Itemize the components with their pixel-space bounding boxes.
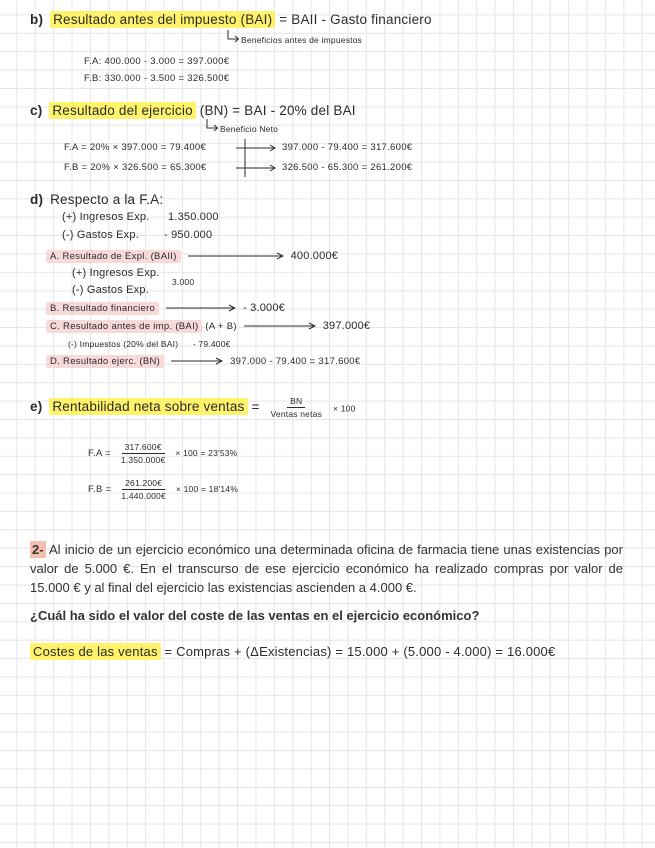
exercise-2-question: ¿Cuál ha sido el valor del coste de las ventas en el ejercicio económico? bbox=[30, 608, 480, 623]
exercise-2-answer bbox=[30, 644, 555, 660]
section-e-row-fa-label: F.A = bbox=[88, 448, 111, 460]
gastos-exp-row bbox=[62, 229, 212, 242]
section-e-row-fa-result: × 100 = 23'53% bbox=[175, 448, 238, 459]
section-c-note: Beneficio Neto bbox=[220, 124, 279, 134]
section-e-row-fa-numerator: 317.600€ bbox=[122, 442, 165, 454]
result-d-value: 397.000 - 79.400 = 317.600€ bbox=[230, 356, 361, 367]
corner-arrow-icon bbox=[204, 119, 219, 132]
section-e-row-fb bbox=[88, 478, 238, 501]
section-e-label: e) bbox=[30, 399, 43, 415]
section-b-label: b) bbox=[30, 12, 44, 27]
gastos-fin-row: (-) Gastos Exp. bbox=[72, 284, 149, 296]
ingresos-fin-row: (+) Ingresos Exp. bbox=[72, 267, 160, 279]
section-b-title bbox=[30, 12, 432, 28]
gastos-exp-label: (-) Gastos Exp. bbox=[62, 229, 139, 241]
arrow-right-icon bbox=[188, 252, 284, 260]
gastos-fin-value: 3.000 bbox=[172, 277, 195, 287]
result-b-label: B. Resultado financiero bbox=[46, 302, 159, 315]
section-e-row-fa bbox=[88, 442, 237, 465]
section-e-row-fa-fraction bbox=[118, 442, 169, 465]
result-d-label: D. Resultado ejerc. (BN) bbox=[46, 355, 164, 368]
result-c-value: 397.000€ bbox=[322, 320, 371, 332]
exercise-2-statement bbox=[30, 540, 623, 597]
section-b-formula: = BAII - Gasto financiero bbox=[279, 12, 432, 27]
gastos-exp-value: - 950.000 bbox=[164, 229, 213, 241]
arrow-right-icon bbox=[171, 357, 223, 365]
cross-arrows-icon bbox=[236, 139, 278, 177]
arrow-right-icon bbox=[166, 304, 236, 312]
result-c-row bbox=[46, 320, 370, 333]
exercise-2-number: 2- bbox=[32, 542, 44, 557]
section-c-row-fa-right: 397.000 - 79.400 = 317.600€ bbox=[282, 142, 413, 153]
ratio-multiplier: × 100 bbox=[333, 403, 356, 414]
section-e-heading: Rentabilidad neta sobre ventas bbox=[49, 398, 247, 415]
section-d-title bbox=[30, 192, 163, 208]
section-e-row-fb-numerator: 261.200€ bbox=[122, 478, 165, 490]
exercise-2-answer-formula: = Compras + (ΔExistencias) = 15.000 + (5.000 - 4.000) = 16.000€ bbox=[164, 644, 556, 659]
section-e-equals: = bbox=[251, 399, 260, 415]
ratio-fraction bbox=[268, 396, 326, 419]
section-c-label: c) bbox=[30, 103, 43, 118]
ingresos-exp-row bbox=[62, 211, 219, 224]
section-e-row-fa-denominator: 1.350.000€ bbox=[120, 455, 166, 466]
section-e-title bbox=[30, 396, 356, 419]
result-c-extra: (A + B) bbox=[205, 321, 237, 332]
ingresos-exp-value: 1.350.000 bbox=[168, 211, 219, 223]
section-e-row-fb-label: F.B = bbox=[88, 484, 112, 496]
section-c-formula: (BN) = BAI - 20% del BAI bbox=[199, 103, 356, 118]
section-b-note: Beneficios antes de impuestos bbox=[241, 35, 363, 45]
section-c-row-fb-left: F.B = 20% × 326.500 = 65.300€ bbox=[64, 162, 207, 173]
section-c-title bbox=[30, 103, 356, 119]
impuestos-value: - 79.400€ bbox=[192, 339, 231, 349]
section-d-label: d) bbox=[30, 192, 44, 207]
section-e-row-fb-fraction bbox=[118, 478, 169, 501]
result-a-label: A. Resultado de Expl. (BAII) bbox=[46, 250, 181, 263]
result-b-row bbox=[46, 302, 285, 315]
section-c-row-fa-left: F.A = 20% × 397.000 = 79.400€ bbox=[64, 142, 207, 153]
result-c-label: C. Resultado antes de imp. (BAI) bbox=[46, 320, 202, 333]
ingresos-exp-label: (+) Ingresos Exp. bbox=[62, 211, 150, 223]
section-b-row-fb: F.B: 330.000 - 3.500 = 326.500€ bbox=[84, 73, 230, 84]
exercise-2-text: Al inicio de un ejercicio económico una determinada oficina de farmacia tiene unas existencias por valor de 5.000 €. En el transcurso de ese ejercicio económico ha realizado compras por valor de 15.000 € y al final del ejercicio las existencias ascienden a 4.000 €. bbox=[30, 542, 623, 595]
result-a-row bbox=[46, 250, 338, 263]
exercise-2-answer-heading: Costes de las ventas bbox=[30, 643, 161, 660]
result-b-value: - 3.000€ bbox=[243, 302, 285, 314]
impuestos-row bbox=[68, 339, 231, 349]
section-e-row-fb-result: × 100 = 18'14% bbox=[175, 484, 238, 495]
section-b-heading: Resultado antes del impuesto (BAI) bbox=[50, 11, 275, 28]
section-d-heading: Respecto a la F.A: bbox=[50, 192, 164, 207]
ratio-denominator: Ventas netas bbox=[270, 409, 323, 420]
section-b-row-fa: F.A: 400.000 - 3.000 = 397.000€ bbox=[84, 56, 230, 67]
arrow-right-icon bbox=[244, 322, 316, 330]
section-c-heading: Resultado del ejercicio bbox=[49, 102, 195, 119]
section-e-row-fb-denominator: 1.440.000€ bbox=[121, 491, 166, 502]
result-d-row bbox=[46, 356, 360, 367]
ratio-numerator: BN bbox=[287, 396, 305, 408]
impuestos-label: (-) Impuestos (20% del BAI) bbox=[68, 339, 179, 349]
section-c-row-fb-right: 326.500 - 65.300 = 261.200€ bbox=[282, 162, 413, 173]
result-a-value: 400.000€ bbox=[290, 250, 339, 262]
corner-arrow-icon bbox=[225, 30, 240, 43]
